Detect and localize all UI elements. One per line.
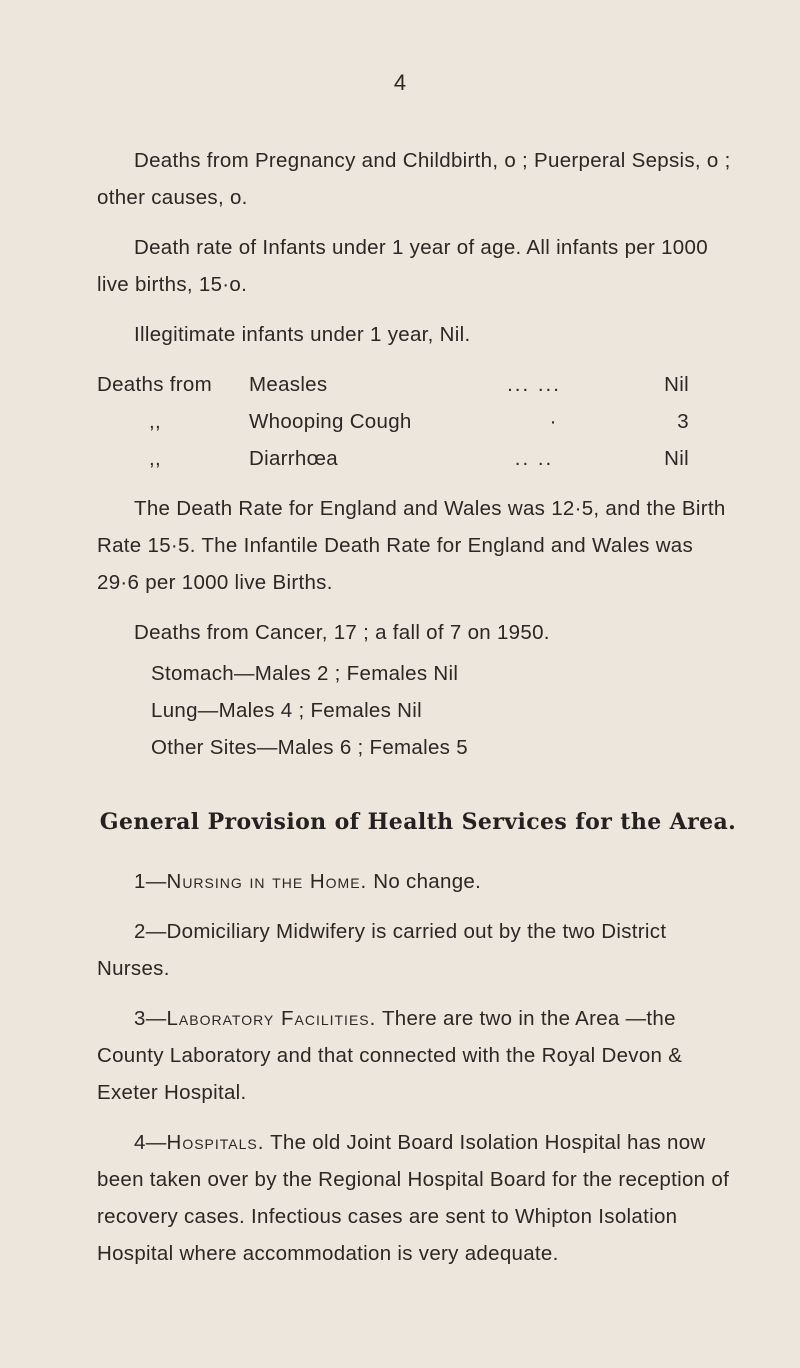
deaths-row-label: Whooping Cough xyxy=(249,410,412,433)
cancer-site-item: Stomach—Males 2 ; Females Nil xyxy=(151,662,459,685)
service-number: 3— xyxy=(134,1007,167,1030)
page-number: 4 xyxy=(393,70,407,95)
service-number: 4— xyxy=(134,1131,167,1154)
deaths-row-label: Diarrhœa xyxy=(249,447,338,470)
deaths-row-diarrhoea xyxy=(97,440,739,477)
infant-death-rate-paragraph: Death rate of Infants under 1 year of age. All infants per 1000 live births, 15·o. xyxy=(97,236,708,296)
deaths-row-label: Measles xyxy=(249,373,328,396)
section-heading: General Provision of Health Services for the Area. xyxy=(99,809,737,835)
service-title: Nursing in the Home. xyxy=(166,870,368,893)
deaths-row-whooping-cough xyxy=(97,403,739,440)
deaths-row-prefix: ,, xyxy=(149,410,161,433)
england-wales-rates-paragraph: The Death Rate for England and Wales was 12·5, and the Birth Rate 15·5. The Infantile Death Rate for England and Wales was 29·6 per 1000 live Births. xyxy=(97,497,726,594)
deaths-row-leader: · xyxy=(549,410,559,433)
pregnancy-deaths-paragraph: Deaths from Pregnancy and Childbirth, o ; Puerperal Sepsis, o ; other causes, o. xyxy=(97,149,731,209)
illegitimate-infants-paragraph: Illegitimate infants under 1 year, Nil. xyxy=(134,323,471,346)
service-item-nursing xyxy=(97,863,739,900)
cancer-sites-list xyxy=(97,655,739,766)
service-item-laboratory xyxy=(97,1000,739,1111)
deaths-row-value: Nil xyxy=(664,447,689,470)
cancer-deaths-paragraph: Deaths from Cancer, 17 ; a fall of 7 on 1950. xyxy=(134,621,550,644)
deaths-row-leader: ... ... xyxy=(507,373,561,396)
cancer-site-item: Lung—Males 4 ; Females Nil xyxy=(151,699,422,722)
deaths-row-prefix: Deaths from xyxy=(97,373,212,396)
service-text: The old Joint Board Isolation Hospital has now been taken over by the Regional Hospital Board for the reception of recovery cases. Infectious cases are sent to Whipton Isolation Hospital where accommodation is very adequate. xyxy=(97,1131,730,1265)
cancer-site-item: Other Sites—Males 6 ; Females 5 xyxy=(151,736,468,759)
service-item-hospitals xyxy=(97,1124,739,1272)
deaths-row-measles xyxy=(97,366,739,403)
service-text: Domiciliary Midwifery is carried out by the two District Nurses. xyxy=(97,920,667,980)
deaths-row-value: Nil xyxy=(664,373,689,396)
deaths-row-leader: .. .. xyxy=(514,447,554,470)
deaths-row-value: 3 xyxy=(677,410,689,433)
service-text: No change. xyxy=(367,870,482,893)
page-body xyxy=(97,142,739,1272)
service-text: There are two in the Area —the County Laboratory and that connected with the Royal Devon & Exeter Hospital. xyxy=(97,1007,683,1104)
service-title: Hospitals. xyxy=(166,1131,265,1154)
service-number: 2— xyxy=(134,920,167,943)
deaths-by-disease-table xyxy=(97,366,739,477)
service-item-midwifery xyxy=(97,913,739,987)
service-number: 1— xyxy=(134,870,167,893)
deaths-row-prefix: ,, xyxy=(149,447,161,470)
service-title: Laboratory Facilities. xyxy=(166,1007,377,1030)
